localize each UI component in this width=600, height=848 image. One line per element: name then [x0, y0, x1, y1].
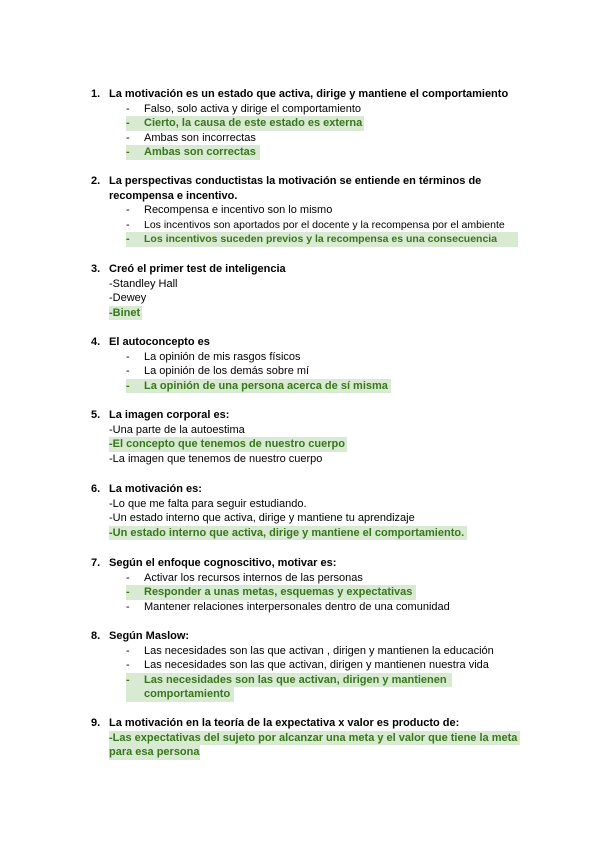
- option: - La opinión de mis rasgos físicos: [126, 350, 301, 363]
- option-text: Los incentivos son aportados por el docente y la recompensa por el ambiente: [144, 218, 505, 231]
- option: [0, 511, 600, 526]
- question-5: [0, 408, 600, 466]
- question-text: La motivación en la teoría de la expectativa x valor es producto de:: [109, 717, 460, 729]
- option-text: -Binet: [109, 306, 141, 319]
- question-6: [0, 482, 600, 540]
- option-text: Las necesidades son las que activan, dirigen y mantienen nuestra vida: [144, 659, 489, 672]
- question-3: [0, 262, 600, 320]
- option-text: La opinión de mis rasgos físicos: [144, 350, 301, 363]
- option-correct: - Ambas son correctas: [0, 145, 600, 160]
- question-number: 6.: [91, 483, 101, 495]
- option: [0, 277, 600, 292]
- option-text: para esa persona: [109, 746, 200, 759]
- option: - Las necesidades son las que activan, dirigen y mantienen nuestra vida: [126, 659, 489, 672]
- option-text: -Un estado interno que activa, dirige y mantiene el comportamiento.: [109, 526, 465, 539]
- question-text: El autoconcepto es: [109, 336, 210, 348]
- option-text: comportamiento: [144, 688, 231, 701]
- option-text: -Las expectativas del sujeto por alcanzar una meta y el valor que tiene la meta: [109, 731, 518, 744]
- option-text: -Dewey: [109, 292, 147, 305]
- question-heading: [0, 262, 600, 277]
- option-correct: - Los incentivos suceden previos y la recompensa es una consecuencia: [0, 232, 600, 247]
- option-text: -Standley Hall: [109, 277, 178, 290]
- question-heading: [0, 335, 600, 350]
- option-correct: - Responder a unas metas, esquemas y expectativas: [0, 585, 600, 600]
- option-text: -Lo que me falta para seguir estudiando.: [109, 497, 307, 510]
- option-correct: - Cierto, la causa de este estado es externa: [126, 117, 363, 130]
- option: - Mantener relaciones interpersonales dentro de una comunidad: [126, 600, 450, 613]
- question-number: 8.: [91, 630, 101, 642]
- question-1: [0, 87, 600, 160]
- option-text: Las necesidades son las que activan , dirigen y mantienen la educación: [144, 644, 494, 657]
- question-text: Según el enfoque cognoscitivo, motivar es:: [109, 557, 337, 569]
- option-text: Cierto, la causa de este estado es externa: [144, 117, 363, 130]
- option-correct-continued: [0, 687, 600, 702]
- question-text: La motivación es:: [109, 483, 202, 495]
- option-correct-continued: [0, 745, 600, 760]
- option-text: Las necesidades son las que activan, dirigen y mantienen: [144, 673, 447, 686]
- question-heading: [0, 556, 600, 571]
- option: - Recompensa e incentivo son lo mismo: [126, 204, 333, 217]
- question-8: [0, 629, 600, 702]
- question-number: 4.: [91, 336, 101, 348]
- question-text: La imagen corporal es:: [109, 409, 230, 421]
- option-text: La opinión de una persona acerca de sí misma: [144, 379, 388, 392]
- option-text: Mantener relaciones interpersonales dentro de una comunidad: [144, 600, 450, 613]
- option: [0, 497, 600, 512]
- question-number: 3.: [91, 263, 101, 275]
- option: [0, 291, 600, 306]
- question-number: 5.: [91, 409, 101, 421]
- question-heading: [0, 716, 600, 731]
- question-number: 2.: [91, 175, 101, 187]
- question-text: La motivación es un estado que activa, dirige y mantiene el comportamiento: [109, 88, 509, 100]
- option: - Las necesidades son las que activan , dirigen y mantienen la educación: [126, 644, 494, 657]
- question-number: 7.: [91, 557, 101, 569]
- option: [0, 452, 600, 467]
- question-heading: [0, 87, 600, 102]
- question-4: [0, 335, 600, 393]
- option-correct: [0, 437, 600, 452]
- question-2: [0, 174, 600, 247]
- option-text: -Una parte de la autoestima: [109, 423, 245, 436]
- option-text: Responder a unas metas, esquemas y expectativas: [144, 586, 413, 599]
- option-text: Falso, solo activa y dirige el comportamiento: [144, 102, 362, 115]
- question-number: 9.: [91, 717, 101, 729]
- option-text: Ambas son incorrectas: [144, 131, 256, 144]
- option: - Ambas son incorrectas: [126, 131, 256, 144]
- question-7: [0, 556, 600, 614]
- option-text: -Un estado interno que activa, dirige y mantiene tu aprendizaje: [109, 512, 415, 525]
- question-text: La perspectivas conductistas la motivación se entiende en términos de recompensa e incentivo.: [109, 175, 482, 202]
- option-text: -El concepto que tenemos de nuestro cuerpo: [109, 438, 345, 451]
- option-correct: - Las necesidades son las que activan, dirigen y mantienen: [0, 673, 600, 688]
- option-text: Recompensa e incentivo son lo mismo: [144, 204, 333, 217]
- option-correct: [0, 731, 600, 746]
- option-text: Ambas son correctas: [144, 146, 256, 159]
- question-heading: [0, 482, 600, 497]
- question-text: Según Maslow:: [109, 630, 190, 642]
- option: - Los incentivos son aportados por el docente y la recompensa por el ambiente: [126, 218, 505, 231]
- question-text: Creó el primer test de inteligencia: [109, 263, 286, 275]
- option-text: -La imagen que tenemos de nuestro cuerpo: [109, 452, 323, 465]
- option-correct: - La opinión de una persona acerca de sí misma: [0, 379, 600, 394]
- question-heading: [0, 629, 600, 644]
- option: - Falso, solo activa y dirige el comportamiento: [126, 102, 362, 115]
- option-text: Activar los recursos internos de las personas: [144, 571, 363, 584]
- question-heading: [0, 408, 600, 423]
- option: - Activar los recursos internos de las personas: [126, 571, 363, 584]
- option: - La opinión de los demás sobre mí: [126, 365, 310, 378]
- option-correct: [0, 306, 600, 321]
- question-9: [0, 716, 600, 760]
- option: [0, 423, 600, 438]
- option-correct: [0, 526, 600, 541]
- question-heading: [0, 174, 600, 203]
- option-text: La opinión de los demás sobre mí: [144, 365, 310, 378]
- question-number: 1.: [91, 88, 101, 100]
- option-text: Los incentivos suceden previos y la recompensa es una consecuencia: [144, 233, 498, 246]
